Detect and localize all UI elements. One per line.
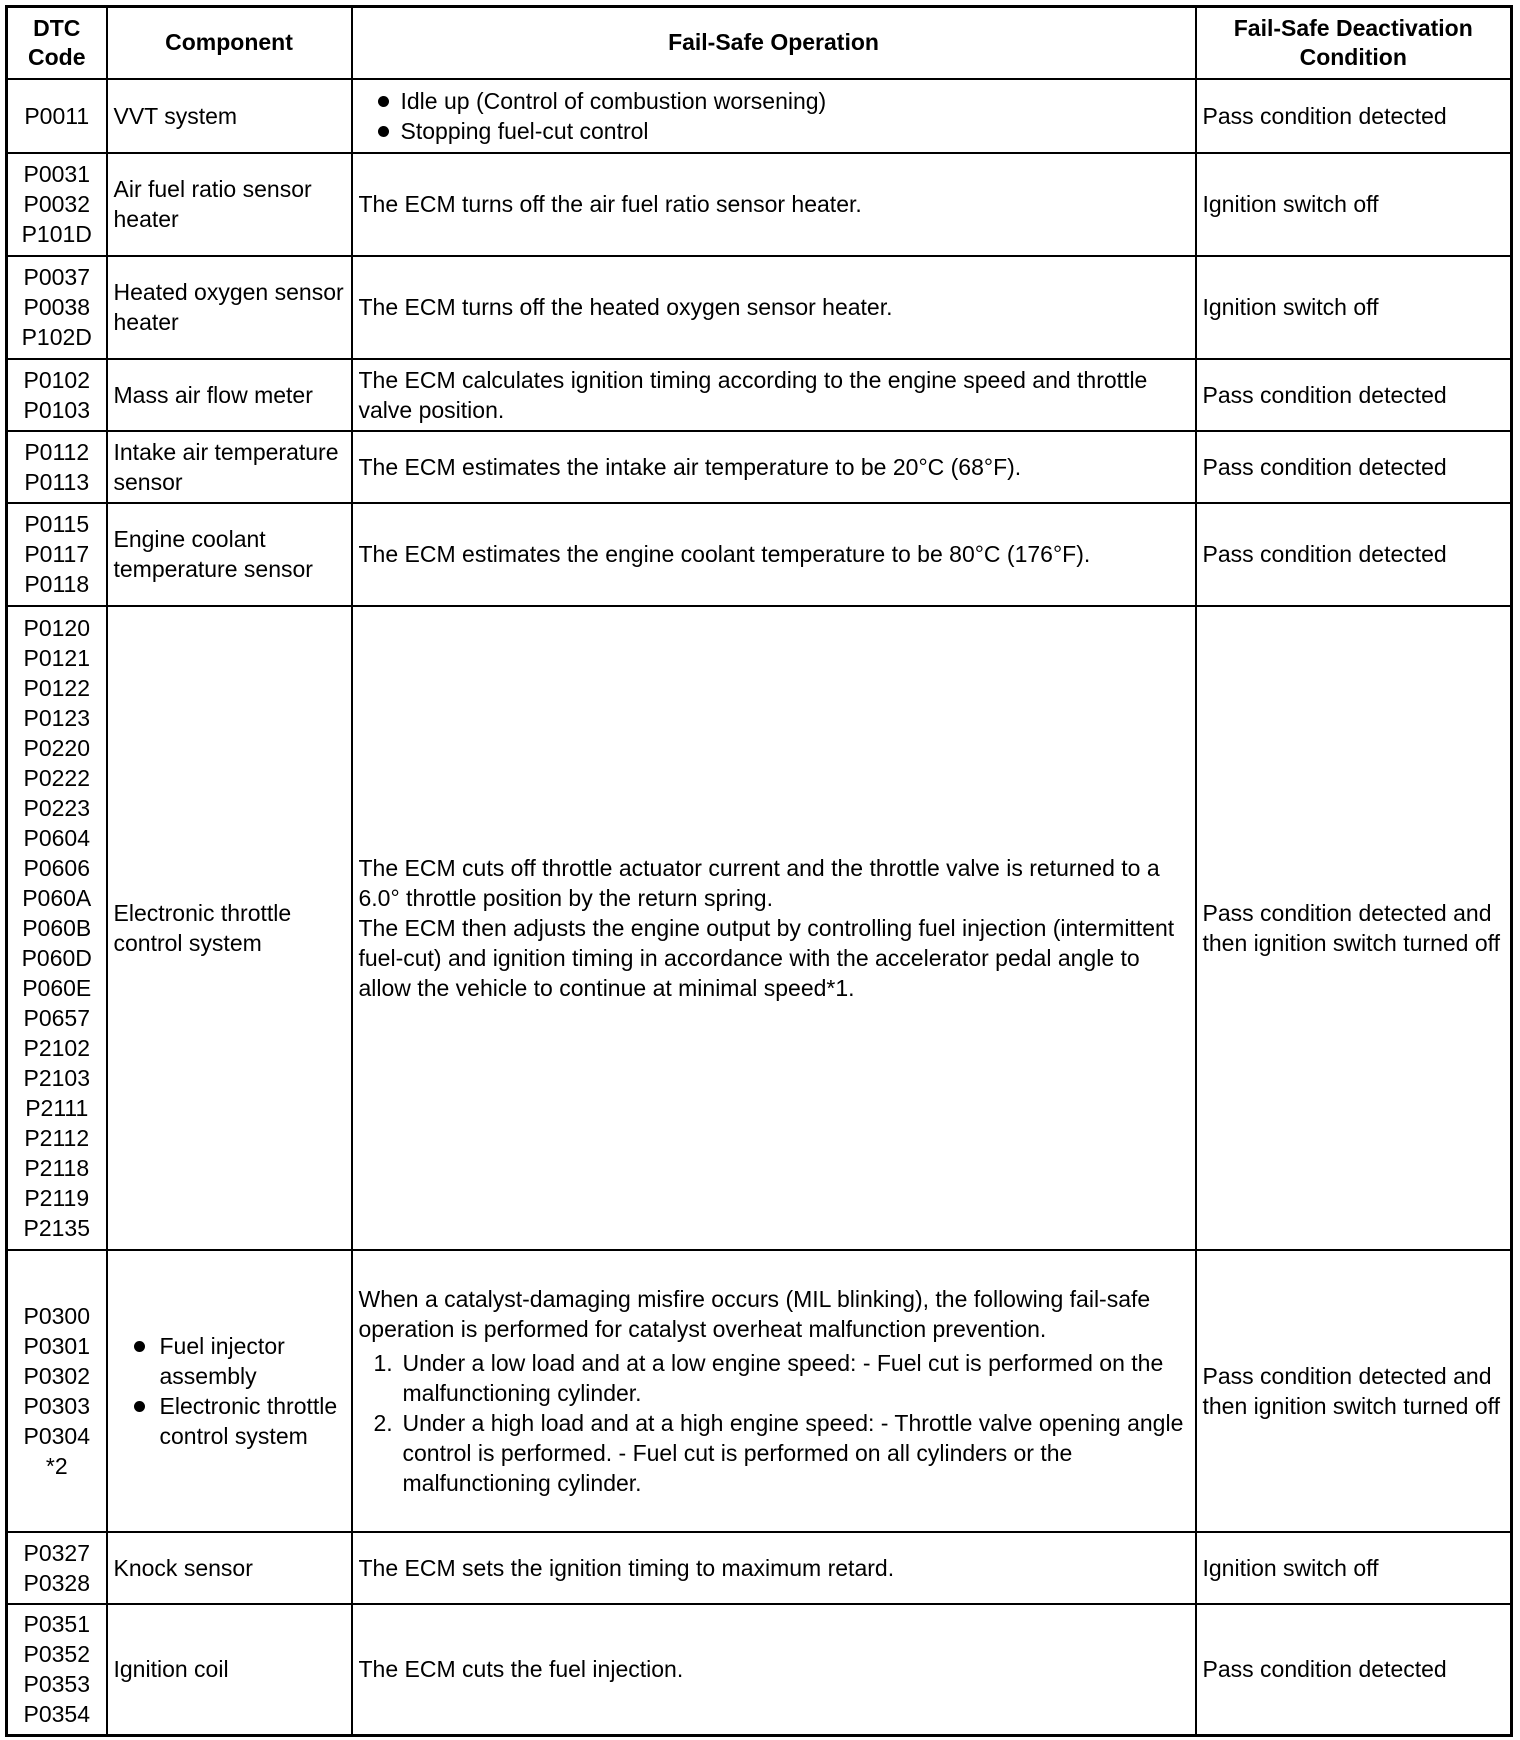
dtc-codes-cell — [7, 606, 107, 1250]
dtc-code: P0117 — [24, 541, 90, 567]
dtc-code: P0031 — [23, 161, 90, 187]
dtc-codes-cell — [7, 1250, 107, 1532]
operation-cell: The ECM cuts the fuel injection. — [352, 1604, 1196, 1736]
dtc-code: P0120 — [23, 614, 90, 641]
dtc-code: P0300 — [23, 1302, 90, 1329]
operation-cell: The ECM estimates the engine coolant temperature to be 80°C (176°F). — [352, 503, 1196, 606]
dtc-code: P0112 — [24, 438, 90, 465]
component-bullet: Electronic throttle control system — [114, 1391, 345, 1451]
table-row — [7, 1250, 1512, 1532]
dtc-footnote: *2 — [45, 1452, 68, 1479]
dtc-code: P0223 — [23, 794, 90, 821]
dtc-code: P060E — [22, 974, 92, 1001]
dtc-code: P101D — [21, 221, 92, 247]
dtc-code: P0115 — [24, 511, 90, 537]
dtc-codes-cell — [7, 503, 107, 606]
dtc-code: P0301 — [23, 1332, 90, 1359]
operation-paragraph: The ECM then adjusts the engine output by controlling fuel injection (intermittent fuel-cut) and ignition timing in accordance with the accelerator pedal angle to allow the vehicle to continue at minimal speed*1. — [358, 914, 1175, 1001]
table-row — [7, 606, 1512, 1250]
deactivation-cell: Pass condition detected — [1196, 359, 1512, 431]
dtc-code: P0352 — [23, 1641, 90, 1668]
component-cell: VVT system — [107, 79, 352, 153]
dtc-code: P0354 — [23, 1701, 90, 1728]
dtc-codes-cell — [7, 359, 107, 431]
component-cell: Knock sensor — [107, 1532, 352, 1604]
component-cell: Ignition coil — [107, 1604, 352, 1736]
step-text: Under a low load and at a low engine speed: - Fuel cut is performed on the malfunctioning cylinder. — [402, 1349, 1164, 1406]
operation-cell: The ECM turns off the heated oxygen sensor heater. — [352, 256, 1196, 359]
operation-paragraph: The ECM cuts off throttle actuator current and the throttle valve is returned to a 6.0° throttle position by the return spring. — [358, 854, 1160, 911]
component-cell: Mass air flow meter — [107, 359, 352, 431]
operation-intro: When a catalyst-damaging misfire occurs (MIL blinking), the following fail-safe operation is performed for catalyst overheat malfunction prevention. — [358, 1285, 1151, 1342]
table-row — [7, 153, 1512, 256]
dtc-code: P0102 — [23, 366, 90, 393]
dtc-codes-cell — [7, 256, 107, 359]
header-fail-safe-operation: Fail-Safe Operation — [352, 7, 1196, 79]
dtc-code: P060A — [22, 884, 92, 911]
operation-bullet: Stopping fuel-cut control — [359, 116, 1189, 146]
operation-cell — [352, 1250, 1196, 1532]
dtc-code: P0011 — [24, 102, 90, 129]
dtc-code: P2118 — [24, 1154, 90, 1181]
table-row — [7, 256, 1512, 359]
dtc-code: P0303 — [23, 1392, 90, 1419]
dtc-code: P0103 — [23, 396, 90, 423]
deactivation-cell: Pass condition detected — [1196, 1604, 1512, 1736]
dtc-code: P0328 — [23, 1569, 90, 1596]
header-row — [7, 7, 1512, 79]
step-number: 1. — [373, 1349, 393, 1376]
operation-cell: The ECM estimates the intake air temperature to be 20°C (68°F). — [352, 431, 1196, 503]
dtc-code: P0606 — [23, 854, 90, 881]
operation-step — [359, 1348, 1189, 1408]
component-cell: Engine coolant temperature sensor — [107, 503, 352, 606]
deactivation-cell: Pass condition detected — [1196, 503, 1512, 606]
operation-cell — [352, 606, 1196, 1250]
operation-bullet: Idle up (Control of combustion worsening) — [359, 86, 1189, 116]
step-number: 2. — [373, 1409, 393, 1436]
dtc-codes-cell — [7, 1604, 107, 1736]
operation-cell: The ECM sets the ignition timing to maximum retard. — [352, 1532, 1196, 1604]
table-row — [7, 79, 1512, 153]
deactivation-cell: Pass condition detected — [1196, 431, 1512, 503]
dtc-code: P0327 — [23, 1539, 90, 1566]
header-component: Component — [107, 7, 352, 79]
dtc-code: P0123 — [23, 704, 90, 731]
step-text: Under a high load and at a high engine speed: - Throttle valve opening angle control is performed. - Fuel cut is performed on all cylinders or the malfunctioning cylinder. — [402, 1409, 1184, 1496]
component-cell — [107, 1250, 352, 1532]
deactivation-cell: Pass condition detected and then ignition switch turned off — [1196, 1250, 1512, 1532]
header-dtc-code: DTC Code — [7, 7, 107, 79]
table-row — [7, 503, 1512, 606]
operation-cell: The ECM turns off the air fuel ratio sensor heater. — [352, 153, 1196, 256]
dtc-code: P0304 — [23, 1422, 90, 1449]
table-row — [7, 1532, 1512, 1604]
dtc-codes-cell — [7, 153, 107, 256]
table-row — [7, 359, 1512, 431]
dtc-code: P2112 — [24, 1124, 90, 1151]
dtc-code: P2135 — [23, 1214, 90, 1241]
dtc-code: P0122 — [23, 674, 90, 701]
component-cell: Electronic throttle control system — [107, 606, 352, 1250]
dtc-code: P0657 — [23, 1004, 90, 1031]
dtc-code: P0604 — [23, 824, 90, 851]
deactivation-cell: Ignition switch off — [1196, 1532, 1512, 1604]
component-cell: Air fuel ratio sensor heater — [107, 153, 352, 256]
dtc-code: P0032 — [23, 191, 90, 217]
operation-cell — [352, 79, 1196, 153]
dtc-code: P0037 — [23, 264, 90, 290]
dtc-code: P060B — [22, 914, 92, 941]
component-cell: Intake air temperature sensor — [107, 431, 352, 503]
deactivation-cell: Ignition switch off — [1196, 256, 1512, 359]
dtc-code: P102D — [21, 324, 92, 350]
deactivation-cell: Pass condition detected and then ignition switch turned off — [1196, 606, 1512, 1250]
dtc-code: P2119 — [24, 1184, 90, 1211]
operation-step — [359, 1408, 1189, 1498]
dtc-code: P0353 — [23, 1671, 90, 1698]
dtc-code: P0121 — [23, 644, 90, 671]
dtc-code: P0222 — [23, 764, 90, 791]
deactivation-cell: Pass condition detected — [1196, 79, 1512, 153]
dtc-codes-cell — [7, 1532, 107, 1604]
deactivation-cell: Ignition switch off — [1196, 153, 1512, 256]
component-cell: Heated oxygen sensor heater — [107, 256, 352, 359]
dtc-code: P2111 — [25, 1094, 89, 1121]
dtc-code: P0351 — [23, 1611, 90, 1638]
dtc-code: P2102 — [23, 1034, 90, 1061]
dtc-code: P0302 — [23, 1362, 90, 1389]
header-deactivation-condition: Fail-Safe Deactivation Condition — [1196, 7, 1512, 79]
dtc-codes-cell — [7, 79, 107, 153]
dtc-code: P0118 — [24, 571, 90, 597]
dtc-fail-safe-table — [5, 5, 1513, 1737]
dtc-code: P2103 — [23, 1064, 90, 1091]
component-bullet: Fuel injector assembly — [114, 1331, 345, 1391]
operation-cell: The ECM calculates ignition timing according to the engine speed and throttle valve position. — [352, 359, 1196, 431]
dtc-code: P060D — [21, 944, 92, 971]
dtc-codes-cell — [7, 431, 107, 503]
dtc-code: P0220 — [23, 734, 90, 761]
table-row — [7, 1604, 1512, 1736]
table-row — [7, 431, 1512, 503]
dtc-code: P0113 — [24, 468, 90, 495]
dtc-code: P0038 — [23, 294, 90, 320]
